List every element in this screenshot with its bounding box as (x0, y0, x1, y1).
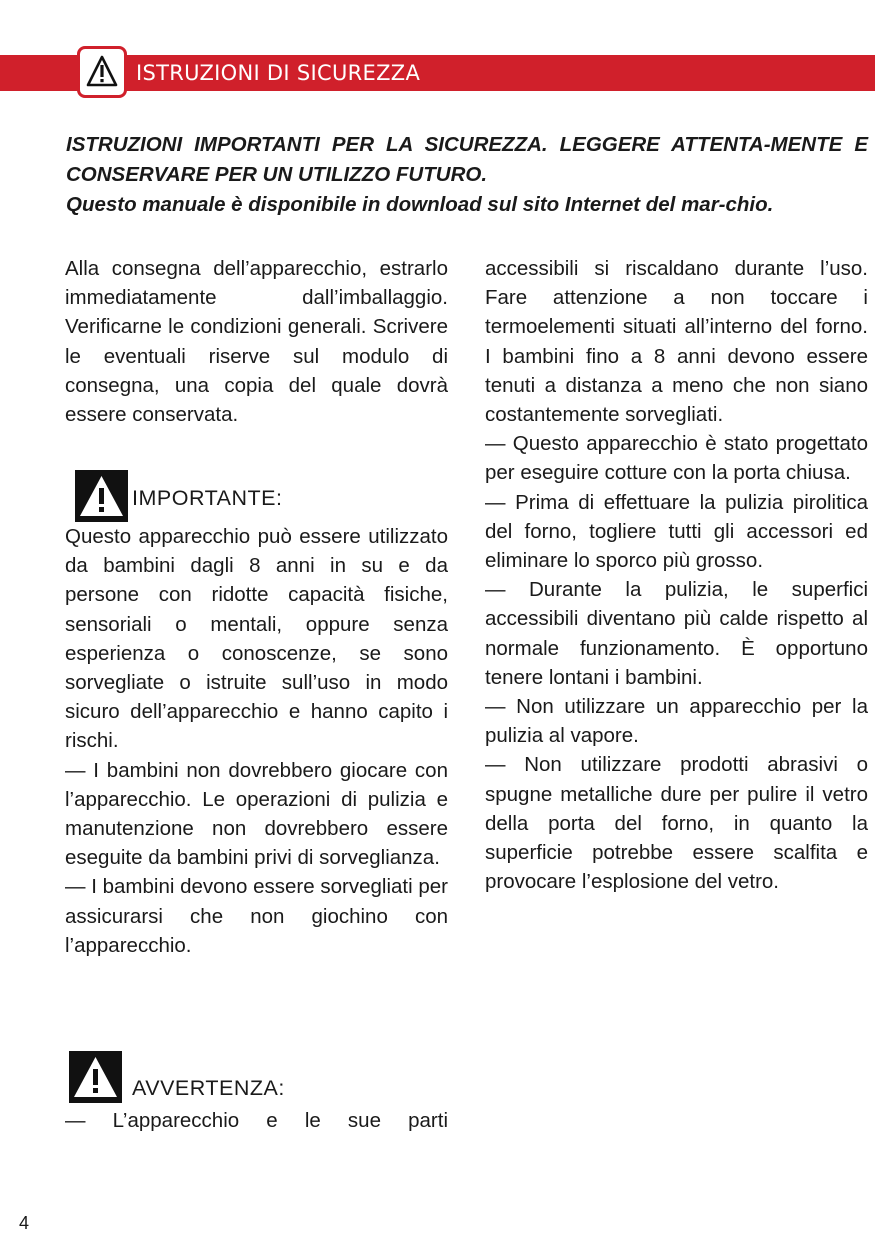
intro-important-notice: ISTRUZIONI IMPORTANTI PER LA SICUREZZA. LEGGERE ATTENTA-MENTE E CONSERVARE PER UN UTILIZZO FUTURO. (66, 133, 868, 186)
steam-cleaner-paragraph: — Non utilizzare un apparecchio per la pulizia al vapore. (485, 695, 868, 748)
closed-door-paragraph: — Questo apparecchio è stato progettato per eseguire cotture con la porta chiusa. (485, 432, 868, 485)
left-column (65, 254, 448, 429)
page-title: ISTRUZIONI DI SICUREZZA (136, 61, 421, 85)
page-number: 4 (19, 1213, 30, 1233)
important-label: IMPORTANTE: (132, 486, 283, 510)
right-column (485, 254, 868, 896)
header-banner (0, 55, 875, 91)
abrasive-products-paragraph: — Non utilizzare prodotti abrasivi o spugne metalliche dure per pulire il vetro della porta del forno, in quanto la superficie potrebbe essere scalfita e provocare l’esplosione del vetro. (485, 753, 868, 894)
warning-text-start: — L’apparecchio e le sue parti (65, 1109, 448, 1132)
warning-box (69, 1051, 122, 1103)
warning-icon (75, 470, 128, 522)
warning-label: AVVERTENZA: (132, 1076, 285, 1100)
intro-download-notice: Questo manuale è disponibile in download sul sito Internet del mar-chio. (66, 193, 774, 216)
important-section (65, 522, 448, 960)
pyrolytic-cleaning-paragraph: — Prima di effettuare la pulizia pirolitica del forno, togliere tutti gli accessori ed eliminare lo sporco più grosso. (485, 490, 868, 573)
warning-section (65, 1106, 448, 1135)
children-play-paragraph: — I bambini non dovrebbero giocare con l’apparecchio. Le operazioni di pulizia e manutenzione non dovrebbero essere eseguite da bambini privi di sorveglianza. (65, 758, 448, 870)
delivery-paragraph: Alla consegna dell’apparecchio, estrarlo immediatamente dall’imballaggio. Verificarne le condizioni generali. Scrivere le eventuali riserve sul modulo di consegna, una copia del quale dovrà essere conservata. (65, 257, 448, 427)
heating-parts-paragraph: accessibili si riscaldano durante l’uso. Fare attenzione a non toccare i termoelementi situati all’interno del forno. I bambini fino a 8 anni devono essere tenuti a distanza a meno che non siano costantemente sorvegliati. (485, 257, 868, 427)
important-warning-box (75, 470, 128, 522)
safety-intro (66, 130, 868, 220)
warning-triangle-icon (86, 54, 118, 90)
children-supervised-paragraph: — I bambini devono essere sorvegliati per assicurarsi che non giochino con l’apparecchio. (65, 875, 448, 957)
warning-icon (69, 1051, 122, 1103)
header-warning-badge (77, 46, 127, 98)
hot-surfaces-paragraph: — Durante la pulizia, le superfici accessibili diventano più calde rispetto al normale funzionamento. È opportuno tenere lontani i bambini. (485, 578, 868, 689)
important-text: Questo apparecchio può essere utilizzato da bambini dagli 8 anni in su e da persone con ridotte capacità fisiche, sensoriali o mentali, oppure senza esperienza o conoscenze, se sono sorvegliate o istruite sull’uso in modo sicuro dell’apparecchio e hanno capito i rischi. (65, 525, 448, 753)
